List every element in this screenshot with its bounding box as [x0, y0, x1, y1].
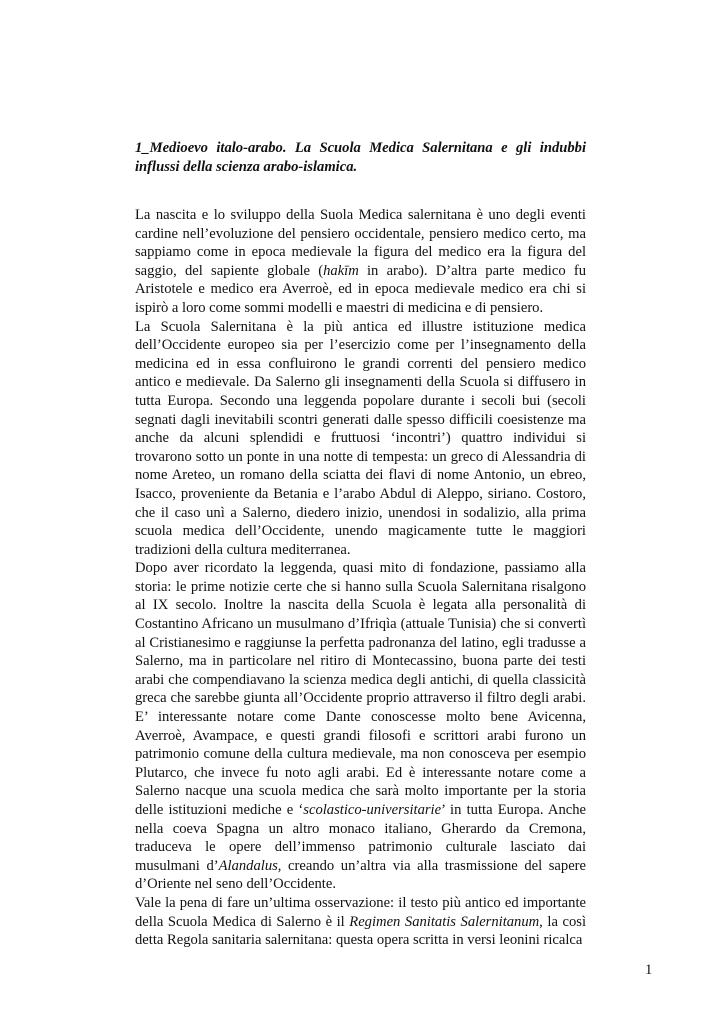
text-line: della Scuola Medica di Salerno è il Regimen Sanitatis Salernitanum, la così [135, 913, 587, 930]
title-line: 1_Medioevo italo-arabo. La Scuola Medica Salernitana e gli indubbi [135, 140, 586, 156]
text-line: patrimonio comune della cultura medievale, ma non conosceva per esempio [135, 746, 586, 763]
italic-term: scolastico-universitarie [303, 802, 442, 818]
text-line: medicina ed in essa confluirono le grandi correnti del pensiero medico [135, 355, 586, 372]
text-line: saggio, del sapiente globale (hakīm in arabo). D’altra parte medico fu [135, 262, 586, 279]
text-line: arabi che compendiavano la scienza medica degli antichi, di quella classicità [135, 671, 586, 688]
text-line: traduceva le opere dell’immenso patrimonio culturale lasciato dai [135, 839, 586, 856]
body-paragraph [135, 318, 586, 560]
body-paragraph [135, 206, 586, 318]
text-line: nella coeva Spagna un altro monaco italiano, Gherardo da Cremona, [135, 820, 586, 837]
text-line: al IX secolo. Inoltre la nascita della Scuola è legata alla personalità di [135, 597, 586, 614]
italic-term: Regimen Sanitatis Salernitanum, [349, 913, 543, 930]
italic-term: hakīm [323, 262, 359, 279]
text-line: La Scuola Salernitana è la più antica ed illustre istituzione medica [135, 318, 586, 335]
italic-term: Alandalus [218, 857, 278, 874]
text-line: trovarono sotto un ponte in una notte di tempesta: un greco di Alessandria di [135, 448, 586, 465]
text-line: Averroè, Avampace, e questi grandi filosofi e scrittori arabi furono un [135, 727, 586, 744]
text-line: segnati dagli inevitabili scontri generati dalle spesso difficili coesistenze ma [135, 411, 586, 428]
text-line: tradizioni della cultura mediterranea. [135, 541, 351, 558]
text-line: Aristotele e medico era Averroè, ed in epoca medievale medico era chi si [135, 281, 586, 298]
text-line: Salerno, ma in particolare nel ritiro di Montecassino, buona parte dei testi [135, 653, 586, 670]
text-line: Plutarco, che invece fu noto agli arabi. Ed è interessante notare come a [135, 764, 586, 781]
body-paragraph [135, 894, 586, 950]
text-line: ispirò a loro come sommi modelli e maestri di medicina e di pensiero. [135, 299, 544, 316]
text-line: al Cristianesimo e raggiunse la perfetta padronanza del latino, egli tradusse a [135, 634, 586, 651]
text-line: nome Areteo, un romano della sciatta dei flavi di nome Antonio, un ebreo, [135, 467, 586, 484]
text-line: cardine nell’evoluzione del pensiero occidentale, pensiero medico certo, ma [135, 225, 586, 242]
text-line: anche da alcuni splendidi e fruttuosi ‘incontri’) quattro individui si [135, 430, 586, 447]
text-line: detta Regola sanitaria salernitana: questa opera scritta in versi leonini ricalca [135, 932, 583, 949]
document-title [135, 139, 586, 177]
text-line: musulmani d’Alandalus, creando un’altra via alla trasmissione del sapere [135, 857, 587, 874]
text-line: che il caso unì a Salerno, diedero inizio, unendosi in sodalizio, alla prima [135, 504, 586, 521]
text-line: La nascita e lo sviluppo della Suola Medica salernitana è uno degli eventi [135, 207, 586, 223]
text-line: storia: le prime notizie certe che si hanno sulla Scuola Salernitana risalgono [135, 578, 586, 595]
text-line: tutta Europa. Secondo una leggenda popolare durante i secoli bui (secoli [135, 392, 586, 409]
text-line: delle istituzioni mediche e ‘scolastico-universitarie’ in tutta Europa. Anche [135, 802, 586, 818]
text-line: Isacco, proveniente da Betania e l’arabo Abdul di Aleppo, siriano. Costoro, [135, 485, 586, 502]
text-line: Costantino Africano un musulmano d’Ifriqìa (attuale Tunisia) che si convertì [135, 616, 586, 633]
text-line: Salerno nacque una scuola medica che sarà molto importante per la storia [135, 783, 586, 800]
title-line: influssi della scienza arabo-islamica. [135, 159, 358, 175]
text-line: Dopo aver ricordato la leggenda, quasi mito di fondazione, passiamo alla [135, 560, 586, 577]
text-line: scuola medica dell’Occidente, unendo magicamente tutte le maggiori [135, 523, 586, 540]
document-body [135, 206, 586, 950]
text-line: E’ interessante notare come Dante conoscesse molto bene Avicenna, [135, 709, 586, 726]
body-paragraph [135, 559, 586, 894]
text-line: d’Oriente nel seno dell’Occidente. [135, 876, 336, 893]
page-number: 1 [645, 962, 653, 978]
text-line: dell’Occidente europeo sia per l’esercizio come per l’insegnamento della [135, 337, 586, 354]
text-line: greca che sarebbe giunta all’Occidente proprio attraverso il filtro degli arabi. [135, 690, 586, 707]
text-line: sappiamo come in epoca medievale la figura del medico era la figura del [135, 244, 586, 261]
text-line: Vale la pena di fare un’ultima osservazione: il testo più antico ed importante [135, 894, 586, 911]
text-line: antico e medievale. Da Salerno gli insegnamenti della Scuola si diffusero in [135, 374, 586, 391]
